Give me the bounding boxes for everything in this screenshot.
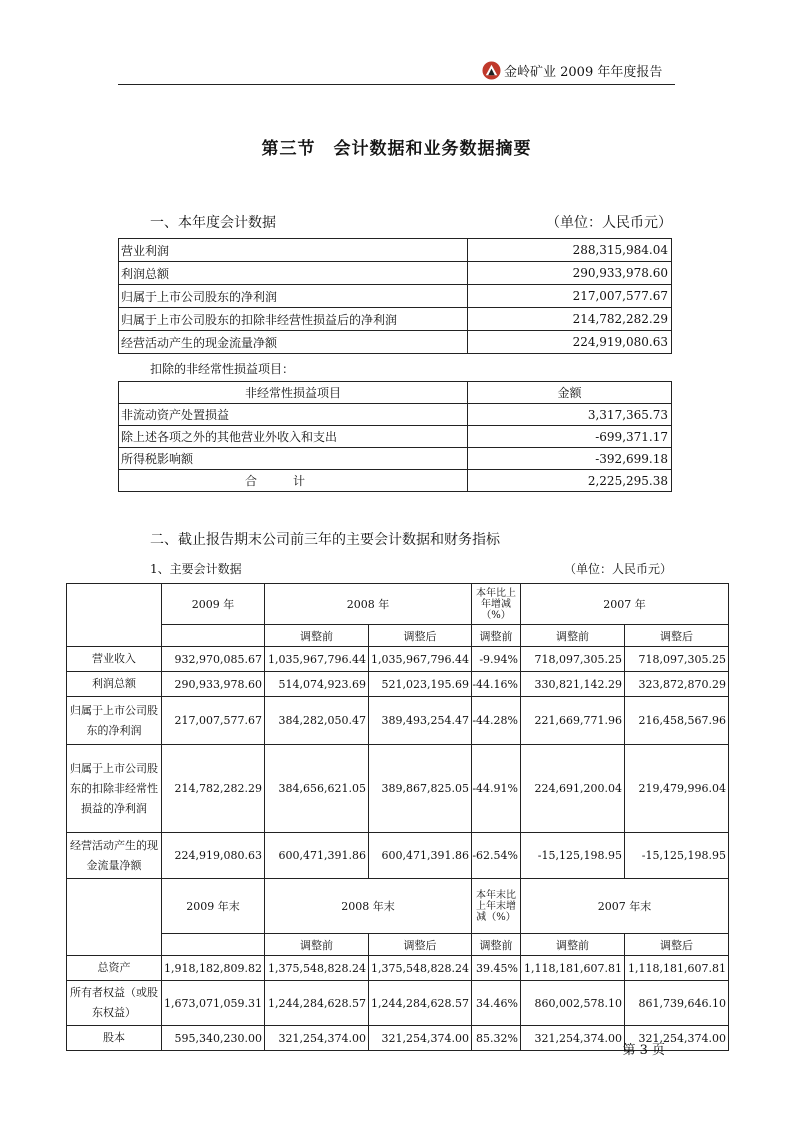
value-2007-before: 718,097,305.25	[521, 647, 625, 672]
value-2009: 217,007,577.67	[162, 697, 265, 745]
table-row	[119, 262, 672, 285]
value-2008-before: 321,254,374.00	[265, 1026, 369, 1051]
section1-title: 一、本年度会计数据	[150, 215, 276, 231]
value-change: -44.16%	[472, 672, 521, 697]
value-2008-before: 600,471,391.86	[265, 833, 369, 879]
value-2008-after: 1,375,548,828.24	[369, 956, 472, 981]
value-2008-after: 600,471,391.86	[369, 833, 472, 879]
value-2009: 290,933,978.60	[162, 672, 265, 697]
table-row	[119, 285, 672, 308]
total-row	[119, 470, 672, 492]
table-row	[67, 647, 729, 672]
row-label: 经营活动产生的现金流量净额	[67, 833, 162, 879]
value-2007-after: 219,479,996.04	[625, 745, 729, 833]
year-header-row	[67, 879, 729, 934]
row-label: 经营活动产生的现金流量净额	[119, 331, 468, 354]
total-value: 2,225,295.38	[468, 470, 672, 492]
value-2009: 214,782,282.29	[162, 745, 265, 833]
value-2007-before: 224,691,200.04	[521, 745, 625, 833]
sub-header: 调整后	[625, 625, 729, 647]
value-2008-before: 514,074,923.69	[265, 672, 369, 697]
company-logo-icon	[482, 61, 501, 80]
year-header: 2009 年	[162, 584, 265, 625]
row-value: 224,919,080.63	[468, 331, 672, 354]
value-2007-after: 718,097,305.25	[625, 647, 729, 672]
row-label: 所有者权益（或股东权益）	[67, 981, 162, 1026]
value-2007-after: 323,872,870.29	[625, 672, 729, 697]
corner-cell	[67, 879, 162, 956]
header-title: 金岭矿业 2009 年年度报告	[504, 65, 663, 80]
row-label: 归属于上市公司股东的扣除非经常性损益的净利润	[67, 745, 162, 833]
column-header: 非经常性损益项目	[119, 382, 468, 404]
value-2008-after: 389,867,825.05	[369, 745, 472, 833]
row-label: 股本	[67, 1026, 162, 1051]
row-value: -699,371.17	[468, 426, 672, 448]
value-2007-after: 321,254,374.00	[625, 1026, 729, 1051]
sub-header-row	[67, 625, 729, 647]
value-2008-after: 321,254,374.00	[369, 1026, 472, 1051]
sub-header: 调整前	[521, 934, 625, 956]
value-2007-after: -15,125,198.95	[625, 833, 729, 879]
corner-cell	[67, 584, 162, 647]
table-row	[67, 981, 729, 1026]
row-value: 217,007,577.67	[468, 285, 672, 308]
year-header: 2007 年	[521, 584, 729, 625]
row-label: 营业收入	[67, 647, 162, 672]
value-2009: 224,919,080.63	[162, 833, 265, 879]
value-2007-after: 216,458,567.96	[625, 697, 729, 745]
value-change: -44.28%	[472, 697, 521, 745]
row-value: -392,699.18	[468, 448, 672, 470]
value-2008-before: 1,244,284,628.57	[265, 981, 369, 1026]
year-header: 2008 年	[265, 584, 472, 625]
table-row	[119, 239, 672, 262]
sub-header: 调整后	[369, 934, 472, 956]
section2-title: 二、截止报告期末公司前三年的主要会计数据和财务指标	[150, 532, 500, 548]
change-header: 本年末比上年末增减（%）	[472, 879, 521, 934]
value-2007-after: 861,739,646.10	[625, 981, 729, 1026]
value-2008-before: 384,656,621.05	[265, 745, 369, 833]
row-label: 利润总额	[67, 672, 162, 697]
row-label: 归属于上市公司股东的净利润	[119, 285, 468, 308]
value-2008-after: 1,244,284,628.57	[369, 981, 472, 1026]
row-value: 288,315,984.04	[468, 239, 672, 262]
sub-header: 调整前	[521, 625, 625, 647]
table-row	[119, 331, 672, 354]
column-header: 金额	[468, 382, 672, 404]
value-2008-before: 1,035,967,796.44	[265, 647, 369, 672]
value-2009: 1,918,182,809.82	[162, 956, 265, 981]
value-2008-before: 1,375,548,828.24	[265, 956, 369, 981]
three-year-data-table	[66, 583, 729, 1051]
row-label: 除上述各项之外的其他营业外收入和支出	[119, 426, 468, 448]
year-header: 2008 年末	[265, 879, 472, 934]
row-label: 归属于上市公司股东的净利润	[67, 697, 162, 745]
value-2007-before: 860,002,578.10	[521, 981, 625, 1026]
value-change: 34.46%	[472, 981, 521, 1026]
table-row	[67, 956, 729, 981]
sub-header: 调整后	[369, 625, 472, 647]
empty-cell	[162, 625, 265, 647]
year-header: 2007 年末	[521, 879, 729, 934]
sub-header: 调整前	[265, 625, 369, 647]
value-2008-after: 1,035,967,796.44	[369, 647, 472, 672]
value-change: 85.32%	[472, 1026, 521, 1051]
row-label: 总资产	[67, 956, 162, 981]
annual-accounting-table	[118, 238, 672, 354]
table-row	[67, 697, 729, 745]
value-change: 39.45%	[472, 956, 521, 981]
row-value: 290,933,978.60	[468, 262, 672, 285]
change-header: 本年比上年增减（%）	[472, 584, 521, 625]
value-2008-after: 521,023,195.69	[369, 672, 472, 697]
table-row	[119, 404, 672, 426]
value-change: -9.94%	[472, 647, 521, 672]
page-number: 第 3 页	[622, 1043, 665, 1058]
value-2009: 1,673,071,059.31	[162, 981, 265, 1026]
page-title: 第三节 会计数据和业务数据摘要	[261, 139, 532, 159]
nonrecurring-caption: 扣除的非经常性损益项目：	[150, 362, 295, 376]
section2-unit: （单位：人民币元）	[563, 562, 672, 576]
sub-header: 调整前	[472, 625, 521, 647]
value-2007-before: 321,254,374.00	[521, 1026, 625, 1051]
section2-subtitle: 1、主要会计数据	[150, 562, 242, 576]
value-2007-before: 1,118,181,607.81	[521, 956, 625, 981]
row-label: 归属于上市公司股东的扣除非经营性损益后的净利润	[119, 308, 468, 331]
row-value: 214,782,282.29	[468, 308, 672, 331]
row-value: 3,317,365.73	[468, 404, 672, 426]
year-header-row	[67, 584, 729, 625]
table-row	[119, 308, 672, 331]
value-2008-before: 384,282,050.47	[265, 697, 369, 745]
table-row	[67, 672, 729, 697]
nonrecurring-table	[118, 381, 672, 492]
table-row	[67, 745, 729, 833]
table-row	[67, 833, 729, 879]
value-2007-before: 330,821,142.29	[521, 672, 625, 697]
row-label: 利润总额	[119, 262, 468, 285]
row-label: 营业利润	[119, 239, 468, 262]
row-label: 所得税影响额	[119, 448, 468, 470]
sub-header-row	[67, 934, 729, 956]
sub-header: 调整后	[625, 934, 729, 956]
empty-cell	[162, 934, 265, 956]
value-2007-before: 221,669,771.96	[521, 697, 625, 745]
report-header	[118, 52, 675, 85]
value-change: -62.54%	[472, 833, 521, 879]
value-2009: 595,340,230.00	[162, 1026, 265, 1051]
row-label: 非流动资产处置损益	[119, 404, 468, 426]
table-row	[119, 426, 672, 448]
total-label: 合计	[119, 470, 468, 492]
value-2008-after: 389,493,254.47	[369, 697, 472, 745]
year-header: 2009 年末	[162, 879, 265, 934]
table-row	[119, 448, 672, 470]
value-2007-before: -15,125,198.95	[521, 833, 625, 879]
value-2007-after: 1,118,181,607.81	[625, 956, 729, 981]
value-change: -44.91%	[472, 745, 521, 833]
table-header-row	[119, 382, 672, 404]
sub-header: 调整前	[472, 934, 521, 956]
sub-header: 调整前	[265, 934, 369, 956]
value-2009: 932,970,085.67	[162, 647, 265, 672]
section1-unit: （单位：人民币元）	[546, 215, 672, 231]
